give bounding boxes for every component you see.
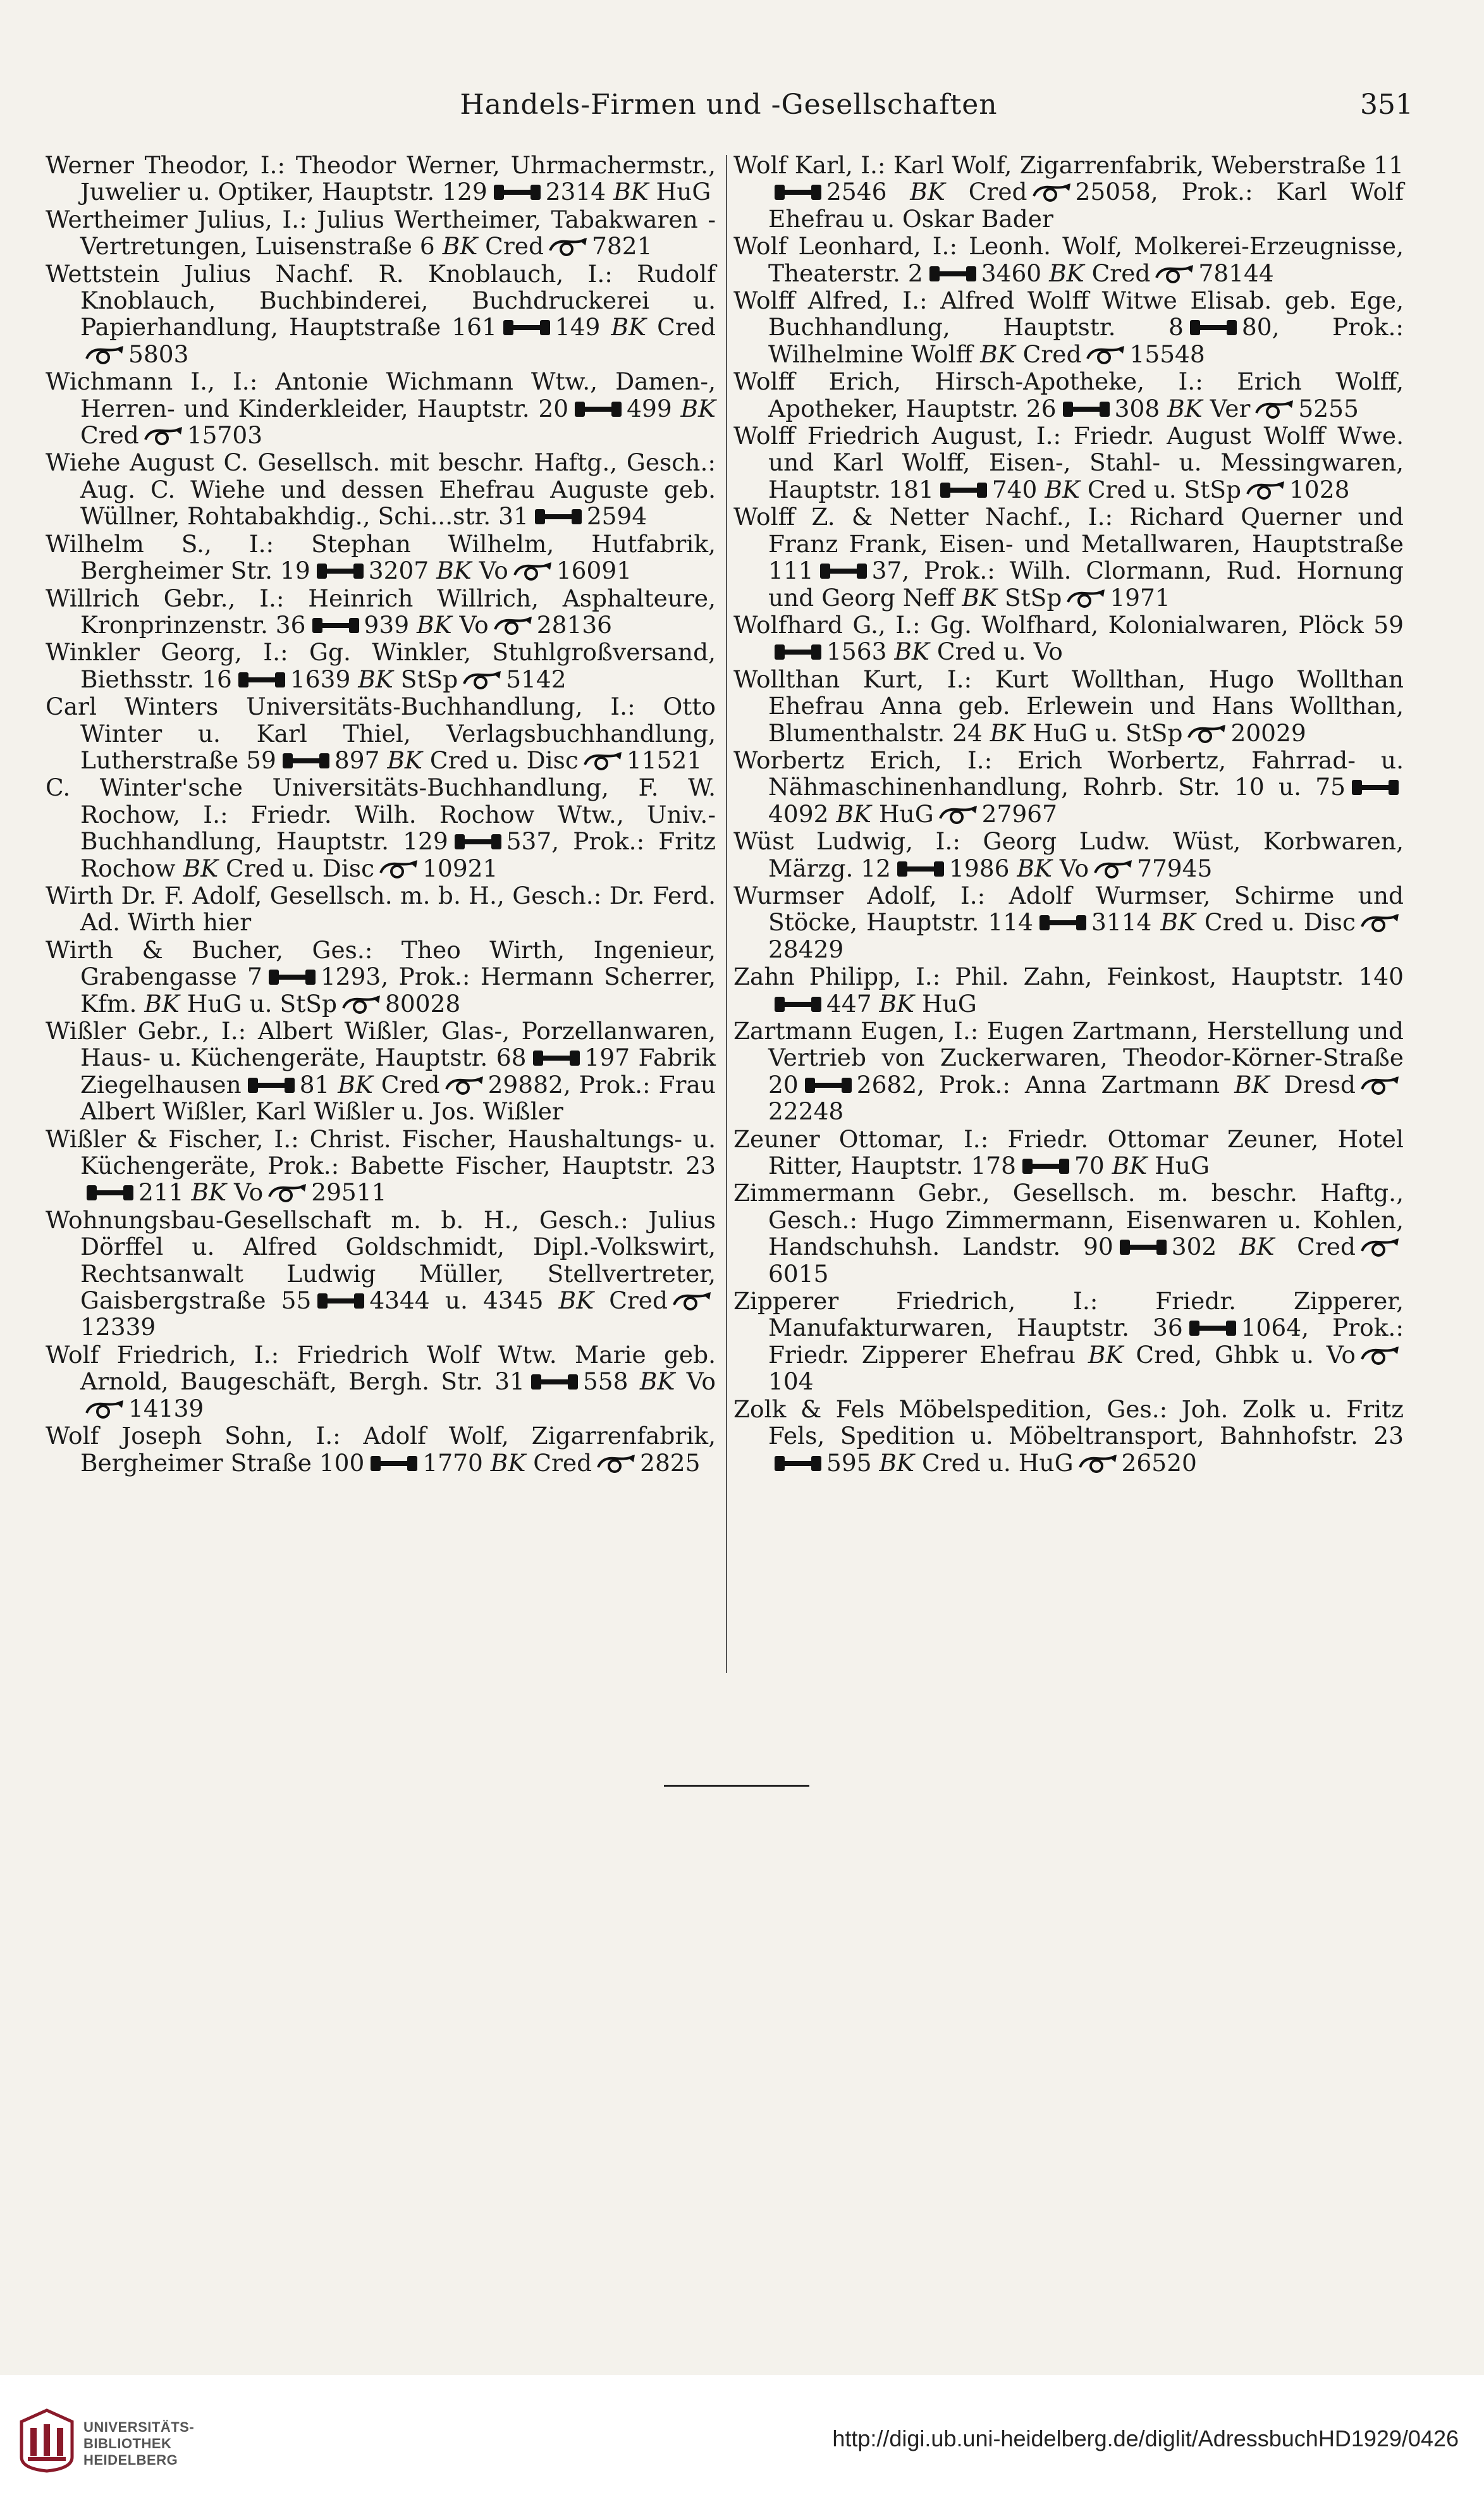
source-url[interactable]: http://digi.ub.uni-heidelberg.de/diglit/AdressbuchHD1929/0426 — [832, 2425, 1459, 2451]
entry-text: Wettstein Julius Nachf. R. Knoblauch, I.: Rudolf Knoblauch, Buchbinderei, Buchdruckerei u. Papierhandlung, Hauptstraße 161 — [46, 259, 716, 342]
entry-text: Carl Winters Universitäts-Buchhandlung, I.: Otto Winter u. Karl Thiel, Verlagsbuchhandlung, Lutherstraße 59 — [46, 693, 716, 774]
telephone-icon — [316, 562, 365, 581]
entry-text: 149 — [555, 313, 611, 342]
bank-code: BK — [910, 178, 945, 206]
entry-text: Vo — [1052, 854, 1089, 882]
bank-code: BK — [980, 340, 1015, 368]
telephone-icon — [1351, 778, 1400, 797]
entry-text: Willrich Gebr., I.: Heinrich Willrich, Asphalteure, Kronprinzenstr. 36 — [46, 584, 716, 639]
entry-text: Wolff Friedrich August, I.: Friedr. August Wolff Wwe. und Karl Wolff, Eisen-, Stahl- u. Messingwaren, Hauptstr. 181 — [733, 422, 1404, 503]
entry-text: 2594 — [586, 502, 647, 531]
postal-horn-icon — [1254, 399, 1294, 421]
postal-horn-icon — [1245, 480, 1285, 502]
directory-entry — [46, 1018, 716, 1125]
entry-text: StSp — [996, 583, 1062, 612]
telephone-icon — [928, 264, 978, 283]
postal-horn-icon — [1077, 1453, 1118, 1475]
entry-text: HuG — [1147, 1152, 1210, 1180]
entry-text: Cred u. HuG — [914, 1448, 1074, 1477]
entry-text: 308 — [1114, 394, 1168, 422]
directory-entry — [46, 937, 716, 1017]
entry-text: 70 — [1074, 1152, 1112, 1180]
entry-text: 595 — [826, 1448, 880, 1477]
entry-text: Zahn Philipp, I.: Phil. Zahn, Feinkost, Hauptstr. 140 — [733, 963, 1404, 991]
entry-text: 5803 — [128, 340, 189, 368]
entry-text: 1639 — [290, 665, 359, 693]
telephone-icon — [267, 968, 317, 987]
entry-text: 11521 — [626, 746, 702, 774]
entry-text: Wichmann I., I.: Antonie Wichmann Wtw., Damen-, Herren- und Kinderkleider, Hauptstr. 20 — [46, 367, 716, 422]
entry-text: Wohnungsbau-Gesellschaft m. b. H., Gesch.: Julius Dörffel u. Alfred Goldschmidt, Dipl.-Volkswirt, Rechtsanwalt Ludwig Müller, Stellvertreter, Gaisbergstraße 55 — [46, 1205, 716, 1315]
bank-code: BK — [611, 313, 647, 342]
directory-entry — [733, 963, 1404, 1017]
telephone-icon — [896, 860, 945, 878]
telephone-icon — [1021, 1157, 1070, 1176]
entry-text: Vo — [675, 1367, 716, 1396]
page-header — [44, 89, 1413, 139]
postal-horn-icon — [512, 561, 553, 582]
entry-text: Wollthan Kurt, I.: Kurt Wollthan, Hugo Wollthan Ehefrau Anna geb. Erlewein und Hans Wollthan, Blumenthalstr. 24 — [733, 665, 1404, 747]
directory-entry — [46, 152, 716, 206]
bank-code: BK — [191, 1178, 227, 1207]
bank-code: BK — [1049, 259, 1084, 287]
postal-horn-icon — [1093, 859, 1133, 880]
bank-code: BK — [639, 1367, 675, 1396]
postal-horn-icon — [582, 751, 623, 772]
bank-code: BK — [387, 746, 422, 774]
entry-text: 939 — [364, 610, 417, 639]
directory-entry — [46, 449, 716, 529]
directory-entry — [733, 1288, 1404, 1395]
bank-code: BK — [490, 1448, 526, 1477]
directory-entry — [733, 1180, 1404, 1287]
entry-text: Wurmser Adolf, I.: Adolf Wurmser, Schirme und Stöcke, Hauptstr. 114 — [733, 881, 1404, 937]
entry-text: 2314 — [545, 178, 614, 206]
telephone-icon — [1188, 1319, 1237, 1338]
page-number: 351 — [1360, 89, 1413, 121]
entry-text: 1563 — [826, 638, 895, 666]
entry-text: 29511 — [311, 1178, 387, 1207]
entry-text: Werner Theodor, I.: Theodor Werner, Uhrmachermstr., Juwelier u. Optiker, Hauptstr. 129 — [46, 151, 716, 206]
entry-text: 26520 — [1121, 1448, 1197, 1477]
entry-text: Wirth & Bucher, Ges.: Theo Wirth, Ingenieur, Grabengasse 7 — [46, 935, 716, 991]
telephone-icon — [804, 1076, 853, 1095]
entry-text: 81 — [299, 1070, 338, 1099]
postal-horn-icon — [671, 1291, 712, 1312]
telephone-icon — [453, 832, 503, 851]
entry-text: Cred — [477, 232, 544, 261]
directory-entry — [733, 287, 1404, 367]
library-logo-icon — [18, 2408, 76, 2474]
entry-text: 7821 — [592, 232, 653, 261]
bank-code: BK — [183, 854, 219, 882]
entry-text: Cred u. Disc — [422, 746, 579, 774]
column-divider — [726, 155, 727, 1673]
entry-text: Wüst Ludwig, I.: Georg Ludw. Wüst, Korbwaren, Märzg. 12 — [733, 827, 1404, 882]
library-line-1: UNIVERSITÄTS- — [83, 2419, 195, 2435]
entry-text: Wolff Erich, Hirsch-Apotheke, I.: Erich Wolff, Apotheker, Hauptstr. 26 — [733, 367, 1404, 422]
directory-entry — [733, 368, 1404, 422]
entry-text: Cred — [1274, 1233, 1356, 1261]
directory-entry — [46, 1207, 716, 1341]
entry-text: Winkler Georg, I.: Gg. Winkler, Stuhlgroßversand, Biethsstr. 16 — [46, 638, 716, 693]
page-title: Handels-Firmen und -Gesellschaften — [460, 89, 998, 121]
directory-entry — [46, 639, 716, 693]
entry-text: Wilhelm S., I.: Stephan Wilhelm, Hutfabrik, Bergheimer Str. 19 — [46, 529, 716, 585]
entry-text: Wolf Leonhard, I.: Leonh. Wolf, Molkerei-Erzeugnisse, Theaterstr. 2 — [733, 232, 1404, 287]
directory-entry — [733, 422, 1404, 503]
directory-entry — [46, 1422, 716, 1476]
telephone-icon — [1189, 318, 1238, 337]
bank-code: BK — [338, 1070, 373, 1099]
entry-text: Wißler Gebr., I.: Albert Wißler, Glas-, Porzellanwaren, Haus- u. Küchengeräte, Hauptstr. 68 — [46, 1017, 716, 1072]
entry-text: StSp — [393, 665, 458, 693]
postal-horn-icon — [84, 345, 125, 366]
telephone-icon — [534, 507, 583, 526]
entry-text: Zeuner Ottomar, I.: Friedr. Ottomar Zeuner, Hotel Ritter, Hauptstr. 178 — [733, 1125, 1404, 1180]
entry-text: 1293, Prok.: Hermann Scherrer, Kfm. — [80, 963, 716, 1018]
telephone-icon — [369, 1454, 419, 1473]
postal-horn-icon — [1359, 1075, 1400, 1097]
bank-code: BK — [1045, 475, 1080, 503]
telephone-icon — [939, 481, 988, 500]
entry-text: 15703 — [187, 421, 263, 450]
postal-horn-icon — [596, 1453, 636, 1475]
postal-horn-icon — [444, 1075, 484, 1097]
directory-entry — [733, 1018, 1404, 1125]
entry-text: 3207 — [368, 557, 437, 585]
entry-text: 740 — [991, 475, 1045, 503]
bank-code: BK — [144, 989, 180, 1018]
directory-entry — [46, 693, 716, 773]
directory-entry — [46, 206, 716, 260]
entry-text: Wißler & Fischer, I.: Christ. Fischer, Haushaltungs- u. Küchengeräte, Prok.: Babette Fischer, Hauptstr. 23 — [46, 1125, 716, 1180]
entry-text: Ver — [1202, 394, 1251, 422]
entry-text: Wolf Friedrich, I.: Friedrich Wolf Wtw. Marie geb. Arnold, Baugeschäft, Bergh. Str. 31 — [46, 1340, 716, 1396]
entry-text: Wiehe August C. Gesellsch. mit beschr. Haftg., Gesch.: Aug. C. Wiehe und dessen Ehefrau Auguste geb. Wüllner, Rohtabakhdig., Schi...str. 31 — [46, 448, 716, 531]
directory-entry — [733, 503, 1404, 611]
entry-text: Cred u. Disc — [1195, 908, 1356, 937]
entry-text: Worbertz Erich, I.: Erich Worbertz, Fahrrad- u. Nähmaschinenhandlung, Rohrb. Str. 10 u. 75 — [733, 746, 1404, 801]
entry-text: 1064, Prok.: Friedr. Zipperer Ehefrau — [768, 1314, 1404, 1369]
library-line-3: HEIDELBERG — [83, 2452, 178, 2468]
entry-text: 302 — [1171, 1233, 1239, 1261]
telephone-icon — [85, 1183, 135, 1202]
entry-text: 37, Prok.: Wilh. Clormann, Rud. Hornung und Georg Neff — [768, 557, 1404, 612]
telephone-icon — [532, 1049, 581, 1068]
entry-text: 499 — [627, 394, 681, 422]
bank-code: BK — [1167, 394, 1203, 422]
directory-entry — [733, 233, 1404, 287]
telephone-icon — [1038, 913, 1088, 932]
entry-text: Zipperer Friedrich, I.: Friedr. Zipperer, Manufakturwaren, Hauptstr. 36 — [733, 1287, 1404, 1342]
entry-text: Wolfhard G., I.: Gg. Wolfhard, Kolonialwaren, Plöck 59 — [733, 610, 1404, 639]
directory-entry — [733, 152, 1404, 232]
entry-text: 78144 — [1198, 259, 1274, 287]
bank-code: BK — [358, 665, 393, 693]
entry-text: 211 — [138, 1178, 192, 1207]
entry-text: Cred — [646, 313, 716, 342]
bank-code: BK — [1160, 908, 1196, 937]
directory-entry — [46, 1341, 716, 1422]
directory-entry — [46, 261, 716, 368]
telephone-icon — [493, 183, 542, 202]
postal-horn-icon — [938, 804, 978, 826]
entry-text: 20029 — [1230, 718, 1306, 747]
postal-horn-icon — [1359, 913, 1400, 934]
entry-text: Cred u. Disc — [218, 854, 375, 882]
entry-text: Vo — [471, 557, 508, 585]
entry-text: 27967 — [981, 799, 1057, 828]
entry-text: Cred — [945, 178, 1027, 206]
telephone-icon — [773, 643, 823, 662]
entry-text: 3114 — [1091, 908, 1161, 937]
bank-code: BK — [1234, 1070, 1270, 1099]
entry-text: 1986 — [949, 854, 1017, 882]
directory-entry — [46, 368, 716, 448]
entry-text: 29882, Prok.: Frau Albert Wißler, Karl Wißler u. Jos. Wißler — [80, 1070, 716, 1126]
entry-text: Dresd — [1269, 1070, 1356, 1099]
bank-code: BK — [1112, 1152, 1148, 1180]
entry-text: HuG u. StSp — [179, 989, 337, 1018]
entry-text: 4092 — [768, 799, 837, 828]
postal-horn-icon — [1359, 1345, 1400, 1367]
telephone-icon — [281, 751, 331, 770]
entry-text: Wolff Z. & Netter Nachf., I.: Richard Querner und Franz Frank, Eisen- und Metallwaren, Hauptstraße 111 — [733, 503, 1404, 585]
entry-text: HuG u. StSp — [1025, 718, 1183, 747]
postal-horn-icon — [1065, 588, 1106, 610]
left-column — [46, 152, 716, 1477]
directory-entry — [46, 774, 716, 882]
entry-text: 3460 — [981, 259, 1050, 287]
entry-text: 10921 — [422, 854, 498, 882]
directory-entry — [733, 882, 1404, 963]
entry-text: 2546 — [826, 178, 911, 206]
entry-text: Wolf Joseph Sohn, I.: Adolf Wolf, Zigarrenfabrik, Bergheimer Straße 100 — [46, 1422, 716, 1477]
entry-text: 5142 — [506, 665, 567, 693]
entry-text: 77945 — [1137, 854, 1213, 882]
directory-entry — [46, 1126, 716, 1206]
postal-horn-icon — [84, 1399, 125, 1420]
entry-text: 6015 — [768, 1259, 829, 1288]
telephone-icon — [311, 616, 360, 635]
entry-text: 28136 — [536, 610, 613, 639]
postal-horn-icon — [1031, 182, 1072, 204]
telephone-icon — [819, 562, 868, 581]
bank-code: BK — [436, 557, 472, 585]
bank-code: BK — [894, 638, 929, 666]
postal-horn-icon — [1186, 724, 1227, 745]
postal-horn-icon — [493, 615, 533, 637]
entry-text: 558 — [582, 1367, 640, 1396]
end-rule — [664, 1785, 809, 1787]
telephone-icon — [1119, 1238, 1168, 1257]
entry-text: Zartmann Eugen, I.: Eugen Zartmann, Herstellung und Vertrieb von Zuckerwaren, Theodor-Körner-Straße 20 — [733, 1017, 1404, 1099]
entry-text: Cred — [1084, 259, 1151, 287]
directory-entry — [733, 1396, 1404, 1476]
postal-horn-icon — [1085, 345, 1125, 366]
entry-text: 12339 — [80, 1313, 156, 1341]
postal-horn-icon — [462, 670, 502, 691]
bank-code: BK — [990, 718, 1026, 747]
entry-text: 28429 — [768, 935, 844, 963]
entry-text: 14139 — [128, 1394, 204, 1422]
directory-entry — [733, 1126, 1404, 1180]
entry-text: Cred — [525, 1448, 592, 1477]
bank-code: BK — [962, 583, 997, 612]
entry-text: 2825 — [640, 1448, 701, 1477]
telephone-icon — [773, 1454, 823, 1473]
entry-text: 1770 — [422, 1448, 491, 1477]
entry-text: Wolf Karl, I.: Karl Wolf, Zigarrenfabrik, Weberstraße 11 — [733, 151, 1404, 179]
entry-text: 5255 — [1298, 394, 1359, 422]
entry-text: 22248 — [768, 1097, 844, 1126]
bank-code: BK — [1239, 1233, 1275, 1261]
entry-text: Cred — [594, 1286, 668, 1315]
postal-horn-icon — [143, 426, 183, 447]
telephone-icon — [237, 670, 286, 689]
bank-code: BK — [417, 610, 452, 639]
entry-text: Cred u. StSp — [1079, 475, 1242, 503]
entry-text: Zolk & Fels Möbelspedition, Ges.: Joh. Zolk u. Fritz Fels, Spedition u. Möbeltransport, Bahnhofstr. 23 — [733, 1395, 1404, 1450]
telephone-icon — [1062, 400, 1111, 419]
entry-text: Cred — [80, 421, 139, 450]
entry-text: Wolff Alfred, I.: Alfred Wolff Witwe Elisab. geb. Ege, Buchhandlung, Hauptstr. 8 — [733, 287, 1404, 342]
telephone-icon — [573, 400, 623, 419]
directory-entry — [733, 828, 1404, 882]
directory-entry — [733, 666, 1404, 746]
entry-text: Cred, Ghbk u. Vo — [1123, 1340, 1356, 1369]
entry-text: Vo — [226, 1178, 264, 1207]
entry-text: 1028 — [1289, 475, 1350, 503]
entry-text: 80028 — [384, 989, 461, 1018]
entry-text: 537, Prok.: Fritz Rochow — [80, 827, 716, 882]
telephone-icon — [530, 1372, 579, 1391]
postal-horn-icon — [1359, 1237, 1400, 1259]
library-name — [83, 2419, 194, 2468]
postal-horn-icon — [267, 1183, 307, 1204]
entry-text: C. Winter'sche Universitäts-Buchhandlung, F. W. Rochow, I.: Friedr. Wilh. Rochow Wtw., Univ.-Buchhandlung, Hauptstr. 129 — [46, 773, 716, 856]
entry-text: Wirth Dr. F. Adolf, Gesellsch. m. b. H., Gesch.: Dr. Ferd. Ad. Wirth hier — [46, 881, 716, 937]
postal-horn-icon — [341, 994, 381, 1016]
entry-text: Cred — [1015, 340, 1082, 368]
entry-text: Wertheimer Julius, I.: Julius Wertheimer, Tabakwaren - Vertretungen, Luisenstraße 6 — [46, 205, 716, 261]
directory-entry — [46, 585, 716, 639]
entry-text: Zimmermann Gebr., Gesellsch. m. beschr. Haftg., Gesch.: Hugo Zimmermann, Eisenwaren u. Kohlen, Handschuhsh. Landstr. 90 — [733, 1179, 1404, 1261]
bank-code: BK — [879, 989, 915, 1018]
telephone-icon — [502, 318, 551, 337]
right-column — [733, 152, 1404, 1477]
footer — [0, 2375, 1484, 2502]
entry-text: 104 — [768, 1367, 814, 1396]
directory-entry — [46, 531, 716, 584]
telephone-icon — [773, 183, 823, 202]
entry-text: 897 — [334, 746, 388, 774]
entry-text: Cred u. Vo — [929, 638, 1063, 666]
entry-text: 15548 — [1129, 340, 1205, 368]
entry-text: 4344 u. 4345 — [369, 1286, 559, 1315]
entry-text: Vo — [451, 610, 489, 639]
library-line-2: BIBLIOTHEK — [83, 2436, 172, 2451]
entry-text: 2682, Prok.: Anna Zartmann — [856, 1070, 1235, 1099]
bank-code: BK — [1017, 854, 1052, 882]
bank-code: BK — [613, 178, 649, 206]
entry-text: HuG — [914, 989, 977, 1018]
directory-entry — [733, 612, 1404, 665]
directory-entry — [733, 747, 1404, 827]
bank-code: BK — [442, 232, 478, 261]
telephone-icon — [316, 1291, 365, 1310]
postal-horn-icon — [548, 237, 588, 258]
telephone-icon — [773, 995, 823, 1014]
entry-text: 1971 — [1110, 583, 1170, 612]
postal-horn-icon — [378, 859, 419, 880]
entry-text: Cred — [372, 1070, 440, 1099]
entry-text: 25058, Prok.: Karl Wolf Ehefrau u. Oskar Bader — [768, 178, 1404, 233]
telephone-icon — [247, 1076, 296, 1095]
bank-code: BK — [558, 1286, 594, 1315]
entry-text: 197 Fabrik Ziegelhausen — [80, 1044, 716, 1099]
postal-horn-icon — [1154, 264, 1194, 285]
bank-code: BK — [879, 1448, 915, 1477]
directory-entry — [46, 882, 716, 936]
entry-text: HuG — [648, 178, 711, 206]
entry-text: 447 — [826, 989, 880, 1018]
bank-code: BK — [1088, 1340, 1124, 1369]
entry-text: HuG — [871, 799, 934, 828]
bank-code: BK — [836, 799, 871, 828]
entry-text: 16091 — [556, 557, 632, 585]
entry-text: 80, Prok.: Wilhelmine Wolff — [768, 313, 1404, 368]
bank-code: BK — [680, 394, 716, 422]
